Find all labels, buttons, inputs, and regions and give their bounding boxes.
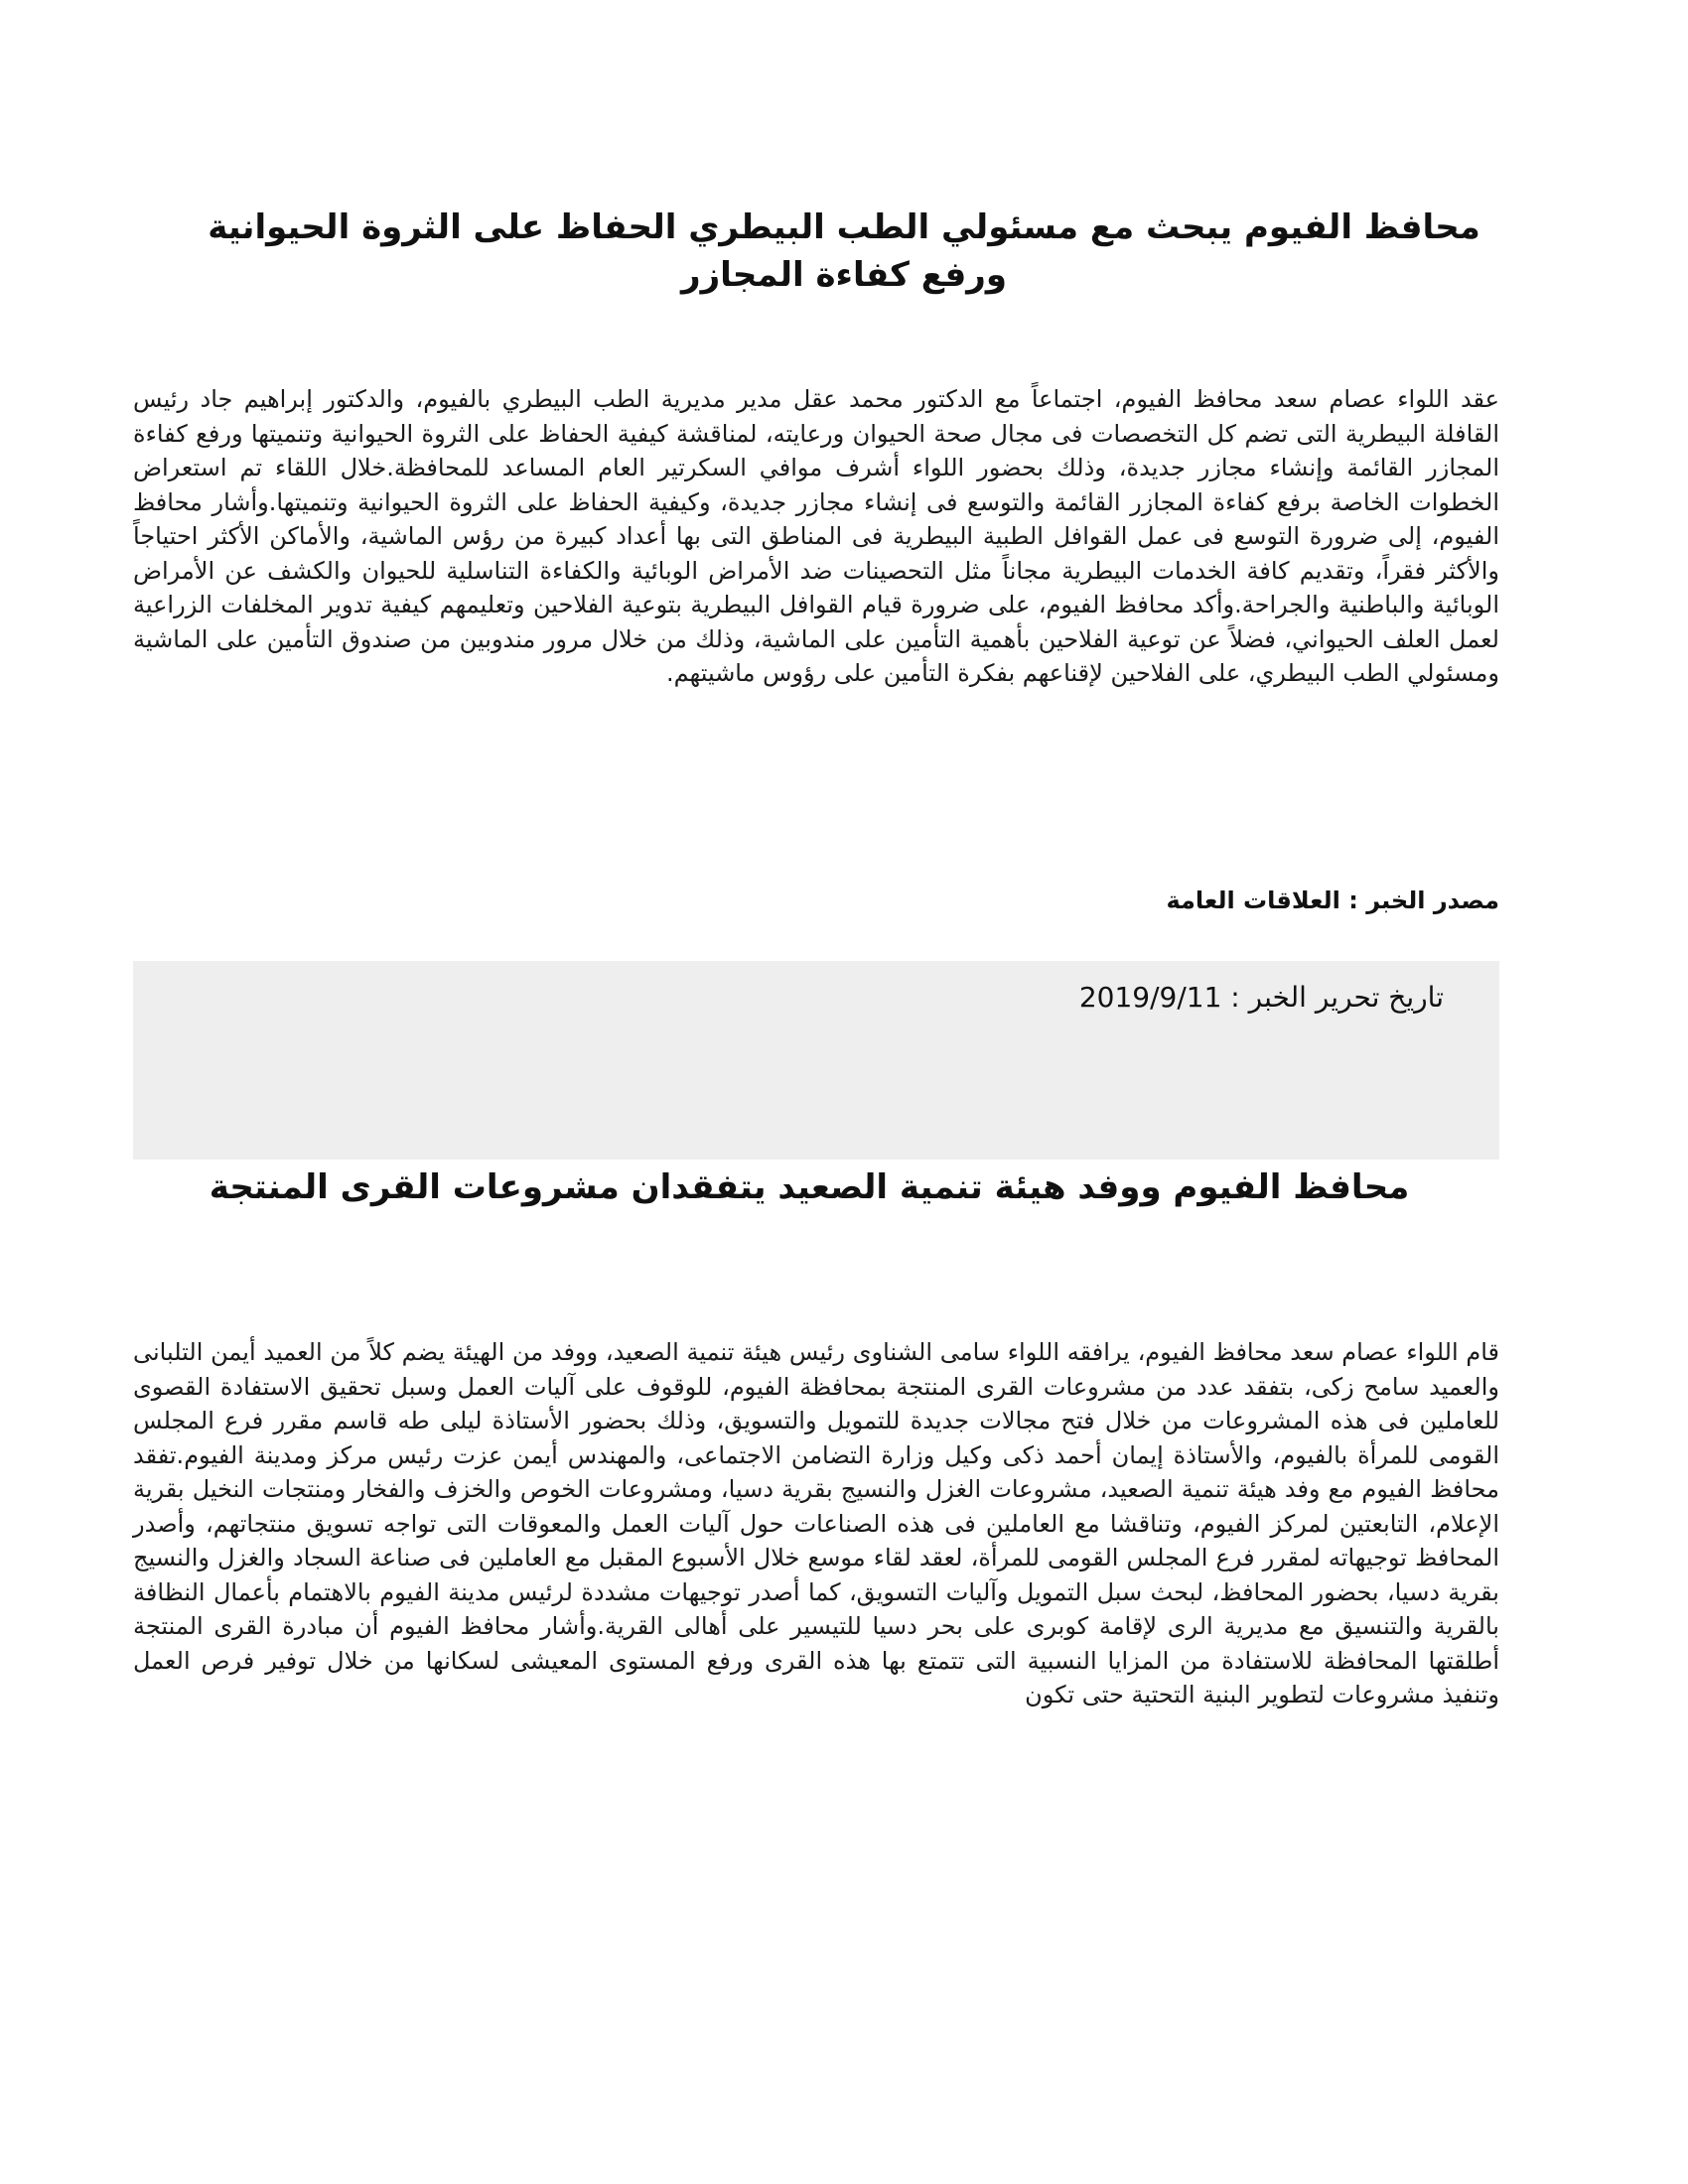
- article-1-headline: محافظ الفيوم يبحث مع مسئولي الطب البيطري الحفاظ على الثروة الحيوانية ورفع كفاءة المجازر: [208, 207, 1480, 295]
- date-panel: [133, 961, 1499, 1160]
- article-1-body: عقد اللواء عصام سعد محافظ الفيوم، اجتماعاً مع الدكتور محمد عقل مدير مديرية الطب البيطري بالفيوم، والدكتور إبراهيم جاد رئيس القافلة البيطرية التى تضم كل التخصصات فى مجال صحة الحيوان ورعايته، لمناقشة كيفية الحفاظ على الثروة الحيوانية وتنميتها ورفع كفاءة المجازر القائمة وإنشاء مجازر جديدة، وذلك بحضور اللواء أشرف موافي السكرتير العام المساعد للمحافظة.خلال اللقاء تم استعراض الخطوات الخاصة برفع كفاءة المجازر القائمة والتوسع فى إنشاء مجازر جديدة، وكيفية الحفاظ على الثروة الحيوانية وتنميتها.وأشار محافظ الفيوم، إلى ضرورة التوسع فى عمل القوافل الطبية البيطرية فى المناطق التى بها أعداد كبيرة من رؤس الماشية، والأماكن الأكثر احتياجاً والأكثر فقراً، وتقديم كافة الخدمات البيطرية مجاناً مثل التحصينات ضد الأمراض الوبائية والكفاءة التناسلية للحيوان والكشف عن الأمراض الوبائية والباطنية والجراحة.وأكد محافظ الفيوم، على ضرورة قيام القوافل البيطرية بتوعية الفلاحين وتعليمهم كيفية تدوير المخلفات الزراعية لعمل العلف الحيواني، فضلاً عن توعية الفلاحين بأهمية التأمين على الماشية، وذلك من خلال مرور مندوبين من صندوق التأمين على الماشية ومسئولي الطب البيطري، على الفلاحين لإقناعهم بفكرة التأمين على رؤوس ماشيتهم.: [133, 385, 1499, 687]
- article-2-headline: محافظ الفيوم ووفد هيئة تنمية الصعيد يتفقدان مشروعات القرى المنتجة: [209, 1167, 1410, 1207]
- article-1-date: تاريخ تحرير الخبر : 2019/9/11: [1078, 981, 1444, 1014]
- article-1-source: مصدر الخبر : العلاقات العامة: [1166, 887, 1499, 914]
- article-2-body: قام اللواء عصام سعد محافظ الفيوم، يرافقه اللواء سامى الشناوى رئيس هيئة تنمية الصعيد، ووفد من الهيئة يضم كلاً من العميد أيمن التلبانى والعميد سامح زكى، بتفقد عدد من مشروعات القرى المنتجة بمحافظة الفيوم، للوقوف على آليات العمل وسبل تحقيق الاستفادة القصوى للعاملين فى هذه المشروعات من خلال فتح مجالات جديدة للتمويل والتسويق، وذلك بحضور الأستاذة ليلى طه قاسم مقرر فرع المجلس القومى للمرأة بالفيوم، والأستاذة إيمان أحمد ذكى وكيل وزارة التضامن الاجتماعى، والمهندس أيمن عزت رئيس مركز ومدينة الفيوم.تفقد محافظ الفيوم مع وفد هيئة تنمية الصعيد، مشروعات الغزل والنسيج بقرية دسيا، ومشروعات الخوص والخزف والفخار ومنتجات النخيل بقرية الإعلام، التابعتين لمركز الفيوم، وتناقشا مع العاملين فى هذه الصناعات حول آليات العمل والمعوقات التى تواجه تسويق منتجاتهم، وأصدر المحافظ توجيهاته لمقرر فرع المجلس القومى للمرأة، لعقد لقاء موسع خلال الأسبوع المقبل مع العاملين فى صناعة السجاد والغزل والنسيج بقرية دسيا، بحضور المحافظ، لبحث سبل التمويل وآليات التسويق، كما أصدر توجيهات مشددة لرئيس مدينة الفيوم بالاهتمام بأعمال النظافة بالقرية والتنسيق مع مديرية الرى لإقامة كوبرى على بحر دسيا للتيسير على أهالى القرية.وأشار محافظ الفيوم أن مبادرة القرى المنتجة أطلقتها المحافظة للاستفادة من المزايا النسبية التى تتمتع بها هذه القرى ورفع المستوى المعيشى لسكانها من خلال توفير فرص العمل وتنفيذ مشروعات لتطوير البنية التحتية حتى تكون: [133, 1338, 1499, 1708]
